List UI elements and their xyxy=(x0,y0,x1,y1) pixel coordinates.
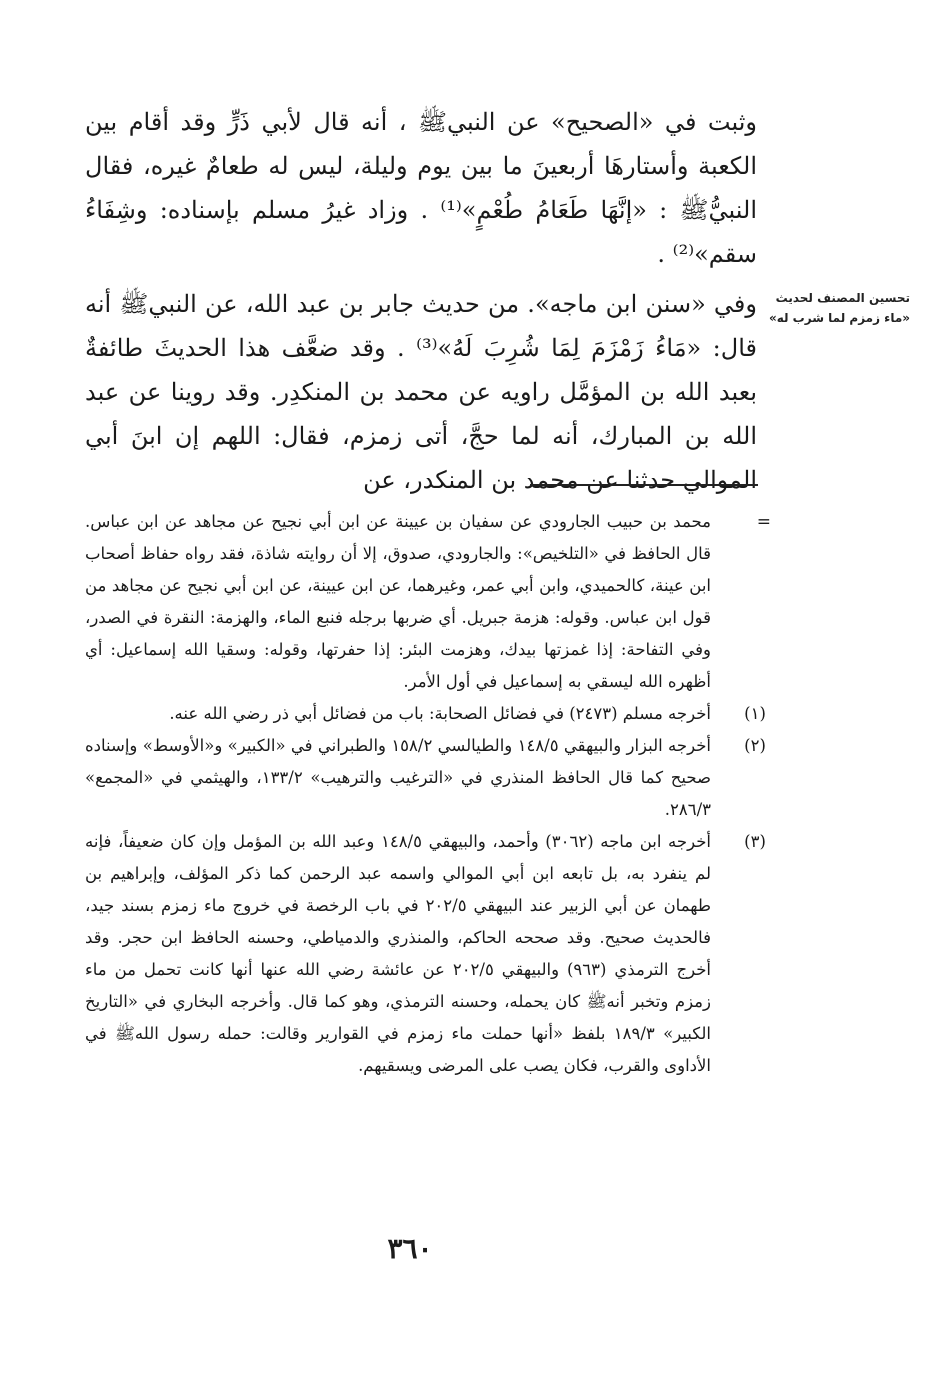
footnote-number: (٢) xyxy=(744,736,766,755)
margin-heading-line: تحسين المصنف لحديث xyxy=(775,291,910,305)
footnote-3 xyxy=(85,826,775,1082)
footnote-text: أخرجه مسلم (٢٤٧٣) في فضائل الصحابة: باب من فضائل أبي ذر رضي الله عنه. xyxy=(169,704,711,723)
footnote-continuation xyxy=(85,506,775,698)
paragraph-text: وفي «سنن ابن ماجه». من حديث جابر بن عبد الله، عن النبيﷺ أنه قال: «مَاءُ زَمْزَمَ لِمَا شُرِبَ لَهُ»⁽³⁾ . وقد ضعَّف هذا الحديثَ طائفةٌ بعبد الله بن المؤمَّل راويه عن محمد بن المنكدِر. وقد روينا عن عبد الله بن المبارك، أنه لما حجَّ، أتى زمزم، فقال: اللهم إن ابنَ أبي الموالي حدثنا عن محمد بن المنكدر، عن xyxy=(85,290,757,494)
footnote-number: (٣) xyxy=(744,832,766,851)
footnote-text: أخرجه البزار والبيهقي ١٤٨/٥ والطيالسي ١٥٨/٢ والطبراني في «الكبير» و«الأوسط» وإسناده صحيح كما قال الحافظ المنذري في «الترغيب والترهيب» ١٣٣/٢، والهيثمي في «المجمع» ٢٨٦/٣. xyxy=(85,736,712,819)
main-paragraph-1 xyxy=(85,100,757,276)
page-number: ٣٦٠ xyxy=(387,1232,433,1265)
margin-heading-line: «ماء زمزم لما شرب له» xyxy=(768,311,910,325)
footnote-text: محمد بن حبيب الجارودي عن سفيان بن عيينة عن ابن أبي نجيح عن مجاهد عن ابن عباس. قال الحافظ في «التلخيص»: والجارودي، صدوق، إلا أن روايته شاذة، فقد رواه حفاظ أصحاب ابن عينة، كالحميدي، وابن أبي عمر، وغيرهما، عن ابن عيينة، عن ابن أبي نجيح عن مجاهد من قول ابن عباس. وقوله: هزمة جبريل. أي ضربها برجله فنبع الماء، والهزمة: النقرة في الصدر، وفي التفاحة: إذا غمزتها بيدك، وهزمت البئر: إذا حفرتها، وقوله: وسقيا الله إسماعيل: أي أظهره الله ليسقي به إسماعيل في أول الأمر. xyxy=(85,512,711,691)
footnote-2 xyxy=(85,730,775,826)
footnote-separator xyxy=(530,484,758,486)
continuation-mark: = xyxy=(756,512,771,532)
footnote-1 xyxy=(85,698,775,730)
main-paragraph-2 xyxy=(85,282,757,502)
footnote-number: (١) xyxy=(744,704,766,723)
footnote-text: أخرجه ابن ماجه (٣٠٦٢) وأحمد، والبيهقي ١٤٨/٥ وعبد الله بن المؤمل وإن كان ضعيفاً، فإنه لم ينفرد به، بل تابعه ابن أبي الموالي واسمه عبد الرحمن كما ذكر المؤلف، وإبراهيم بن طهمان عن أبي الزبير عند البيهقي ٢٠٢/٥ في باب الرخصة في خروج ماء زمزم بسند جيد، فالحديث صحيح. وقد صححه الحاكم، والمنذري والدمياطي، وحسنه الحافظ ابن حجر. وقد أخرج الترمذي (٩٦٣) والبيهقي ٢٠٢/٥ عن عائشة رضي الله عنها أنها كانت تحمل من ماء زمزم وتخبر أنهﷺ كان يحمله، وحسنه الترمذي، وهو كما قال. وأخرجه البخاري في «التاريخ الكبير» ١٨٩/٣ بلفظ «أنها حملت ماء زمزم في القوارير وقالت: حمله رسول اللهﷺ في الأداوى والقرب، فكان يصب على المرضى ويسقيهم. xyxy=(85,832,711,1075)
margin-heading xyxy=(758,288,910,328)
footnotes xyxy=(85,506,775,1082)
paragraph-text: وثبت في «الصحيح» عن النبيﷺ ، أنه قال لأبي ذَرٍّ وقد أقام بين الكعبة وأستارهَا أربعينَ ما بين يوم وليلة، ليس له طعامٌ غيره، فقال النبيُّﷺ : «إنَّهَا طَعَامُ طُعْمٍ»⁽¹⁾ . وزاد غيرُ مسلم بإسناده: وشِفَاءُ سقم»⁽²⁾ . xyxy=(85,108,757,268)
